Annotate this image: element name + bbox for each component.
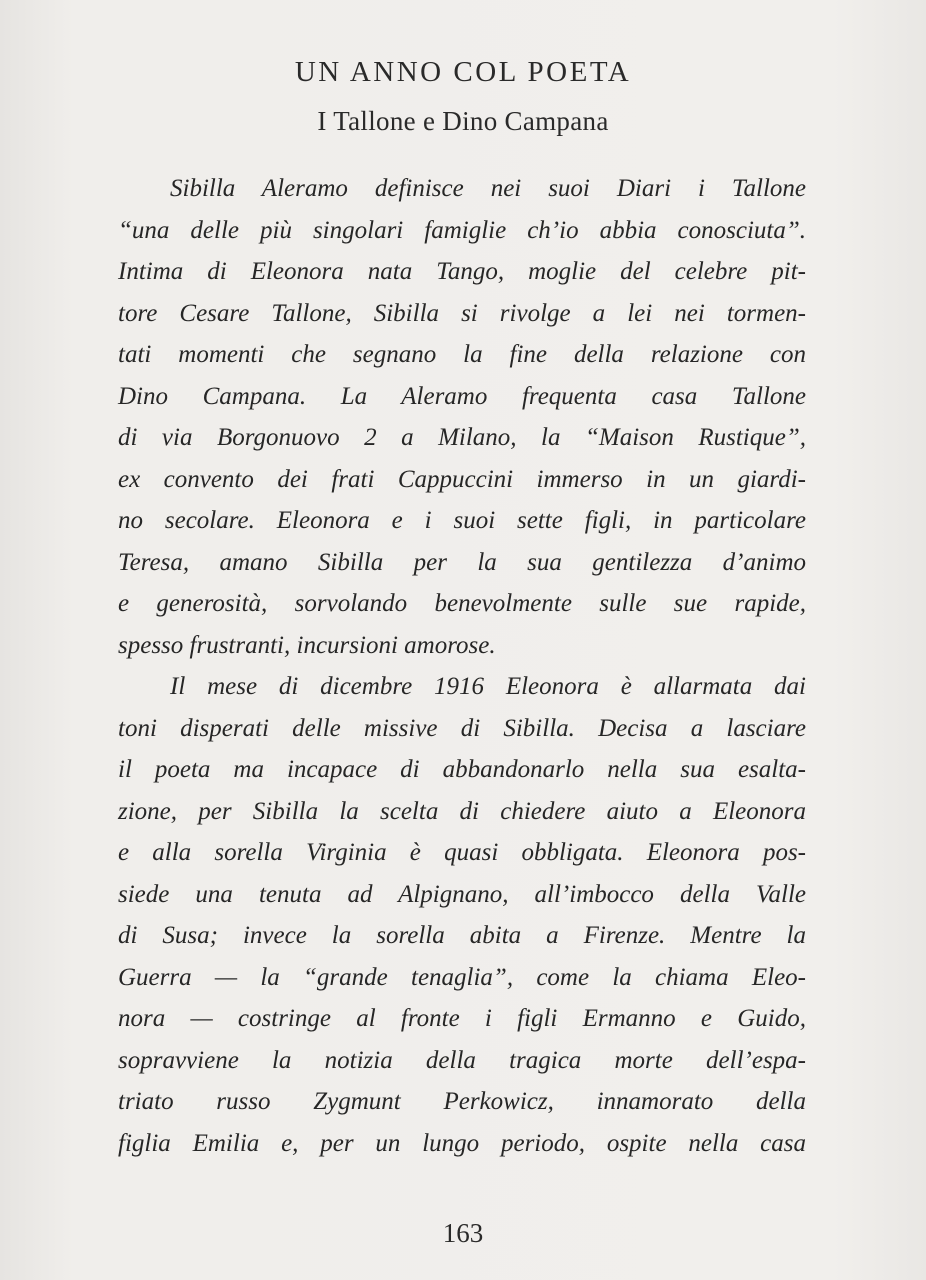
text-line: tati momenti che segnano la fine della relazione con [118, 341, 806, 368]
text-line: Guerra — la “grande tenaglia”, come la chiama Eleo- [118, 963, 806, 991]
text-line: tore Cesare Tallone, Sibilla si rivolge a lei nei tormen- [118, 299, 806, 327]
text-line: Dino Campana. La Aleramo frequenta casa Tallone [118, 382, 806, 410]
paragraph-2 [118, 666, 806, 1164]
text-line: nora — costringe al fronte i figli Ermanno e Guido, [118, 1005, 806, 1032]
text-line: Teresa, amano Sibilla per la sua gentilezza d’animo [118, 548, 806, 576]
text-line: e alla sorella Virginia è quasi obbligata. Eleonora pos- [118, 839, 806, 866]
text-line: Il mese di dicembre 1916 Eleonora è allarmata dai [170, 673, 806, 700]
text-line: Sibilla Aleramo definisce nei suoi Diari i Tallone [170, 175, 806, 202]
text-line: di via Borgonuovo 2 a Milano, la “Maison Rustique”, [118, 424, 806, 451]
text-line: di Susa; invece la sorella abita a Firenze. Mentre la [118, 922, 806, 949]
text-line: toni disperati delle missive di Sibilla. Decisa a lasciare [118, 714, 806, 742]
text-line: no secolare. Eleonora e i suoi sette figli, in particolare [118, 507, 806, 534]
text-line: triato russo Zygmunt Perkowicz, innamorato della [118, 1088, 806, 1115]
text-line: il poeta ma incapace di abbandonarlo nella sua esalta- [118, 756, 806, 783]
chapter-subtitle: I Tallone e Dino Campana [317, 106, 609, 136]
text-line: sopravviene la notizia della tragica morte dell’espa- [118, 1046, 806, 1074]
text-line: Intima di Eleonora nata Tango, moglie del celebre pit- [118, 258, 806, 285]
text-line: “una delle più singolari famiglie ch’io abbia conosciuta”. [118, 216, 806, 244]
text-line: figlia Emilia e, per un lungo periodo, ospite nella casa [118, 1129, 806, 1157]
text-line: zione, per Sibilla la scelta di chiedere aiuto a Eleonora [118, 797, 806, 825]
text-line: ex convento dei frati Cappuccini immerso in un giardi- [118, 465, 806, 493]
text-line: e generosità, sorvolando benevolmente sulle sue rapide, [118, 590, 806, 617]
page-number: 163 [442, 1218, 484, 1248]
text-line: siede una tenuta ad Alpignano, all’imbocco della Valle [118, 880, 806, 908]
text-line: spesso frustranti, incursioni amorose. [118, 631, 496, 659]
body-text [118, 168, 806, 1164]
paragraph-1 [118, 168, 806, 666]
running-head: UN ANNO COL POETA [294, 56, 632, 88]
